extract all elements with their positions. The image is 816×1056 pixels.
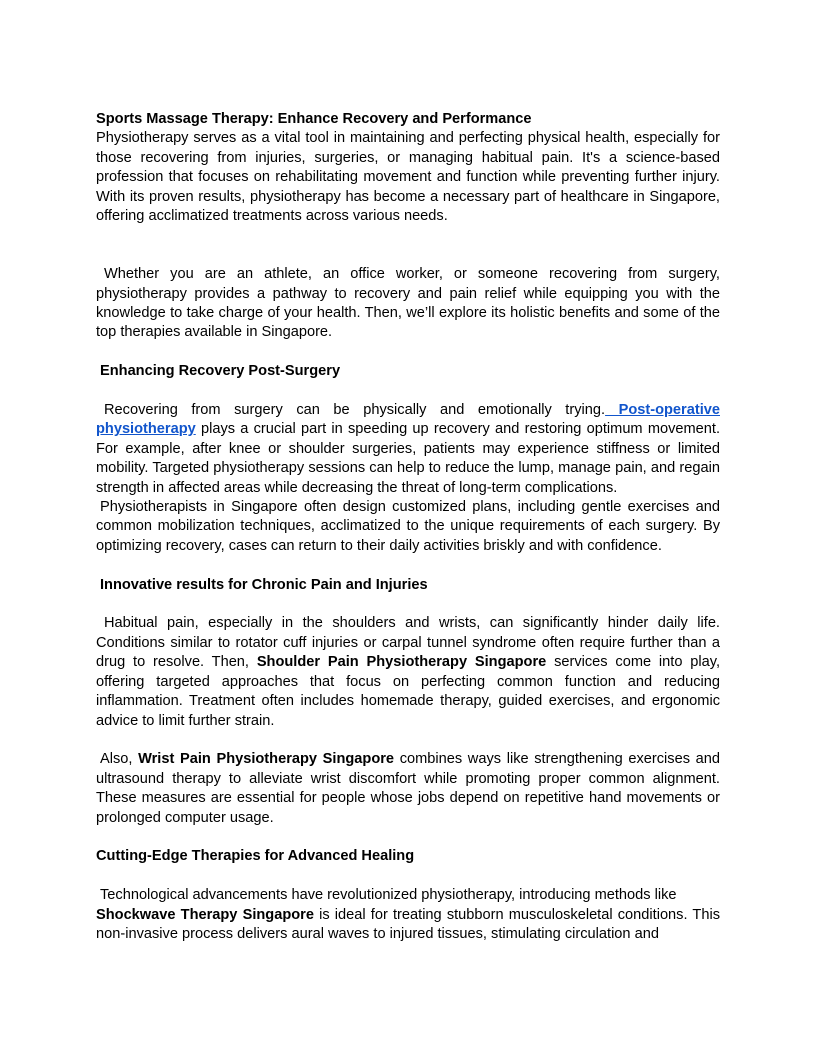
section-heading-cutting-edge: Cutting-Edge Therapies for Advanced Healing xyxy=(96,848,415,865)
spacer xyxy=(96,556,720,575)
intro-paragraph: Physiotherapy serves as a vital tool in maintaining and perfecting physical health, especially for those recovering from injuries, surgeries, or managing habitual pain. It's a science-based profession that focuses on rehabilitating movement and function while preventing further injury. With its proven results, physiotherapy has become a necessary part of healthcare in Singapore, offering acclimatized treatments across various needs. xyxy=(96,130,720,225)
shockwave-therapy-keyword: Shockwave Therapy Singapore xyxy=(96,906,314,923)
spacer xyxy=(96,343,720,362)
spacer xyxy=(96,382,720,401)
paragraph-whether-text: Whether you are an athlete, an office worker, or someone recovering from surgery, physiotherapy provides a pathway to recovery and pain relief while equipping you with the knowledge to take charge of your health. Then, we’ll explore its holistic benefits and some of the top therapies available in Singapore. xyxy=(96,266,720,341)
document-title: Sports Massage Therapy: Enhance Recovery and Performance xyxy=(96,111,532,127)
spacer xyxy=(96,595,720,614)
spacer xyxy=(96,226,720,265)
paragraph-habitual-pain: Habitual pain, especially in the shoulders and wrists, can significantly hinder daily life. Conditions similar to rotator cuff injuries or carpal tunnel syndrome often require further than a drug to resolve. Then, Shoulder Pain Physiotherapy Singapore services come into play, offering targeted approaches that focus on perfecting common function and reducing inflammation. Treatment often includes homemade therapy, guided exercises, and ergonomic advice to limit further strain. xyxy=(96,615,720,729)
spacer xyxy=(96,867,720,886)
paragraph-wrist-pain: Also, Wrist Pain Physiotherapy Singapore combines ways like strengthening exercises and ultrasound therapy to alleviate wrist discomfort while promoting proper common alignment. These measures are essential for people whose jobs depend on repetitive hand movements or prolonged computer usage. xyxy=(96,751,720,826)
section-heading-recovery: Enhancing Recovery Post-Surgery xyxy=(100,363,341,380)
paragraph-technological-line1: Technological advancements have revolutionized physiotherapy, introducing methods like xyxy=(100,887,677,904)
wrist-pain-physiotherapy-keyword: Wrist Pain Physiotherapy Singapore xyxy=(138,751,395,768)
post-operative-physiotherapy-link[interactable]: Post-operative physiotherapy xyxy=(96,402,720,438)
paragraph-whether xyxy=(96,265,720,343)
spacer xyxy=(96,828,720,847)
paragraph-technological: Shockwave Therapy Singapore is ideal for treating stubborn musculoskeletal conditions. This non-invasive process delivers aural waves to injured tissues, stimulating circulation and xyxy=(96,906,720,942)
section-heading-chronic-pain: Innovative results for Chronic Pain and Injuries xyxy=(100,576,428,593)
document-page xyxy=(96,110,720,944)
spacer xyxy=(96,731,720,750)
shoulder-pain-physiotherapy-keyword: Shoulder Pain Physiotherapy Singapore xyxy=(256,654,547,671)
paragraph-customized-plans: Physiotherapists in Singapore often design customized plans, including gentle exercises and common mobilization techniques, acclimatized to the unique requirements of each surgery. By optimizing recovery, cases can return to their daily activities briskly and with confidence. xyxy=(96,499,720,554)
paragraph-post-surgery: Recovering from surgery can be physically and emotionally trying. Post-operative physiotherapy plays a crucial part in speeding up recovery and restoring optimum movement. For example, after knee or shoulder surgeries, patients may experience stiffness or limited mobility. Targeted physiotherapy sessions can help to reduce the lump, manage pain, and regain strength in affected areas while decreasing the threat of long-term complications. xyxy=(96,402,720,496)
